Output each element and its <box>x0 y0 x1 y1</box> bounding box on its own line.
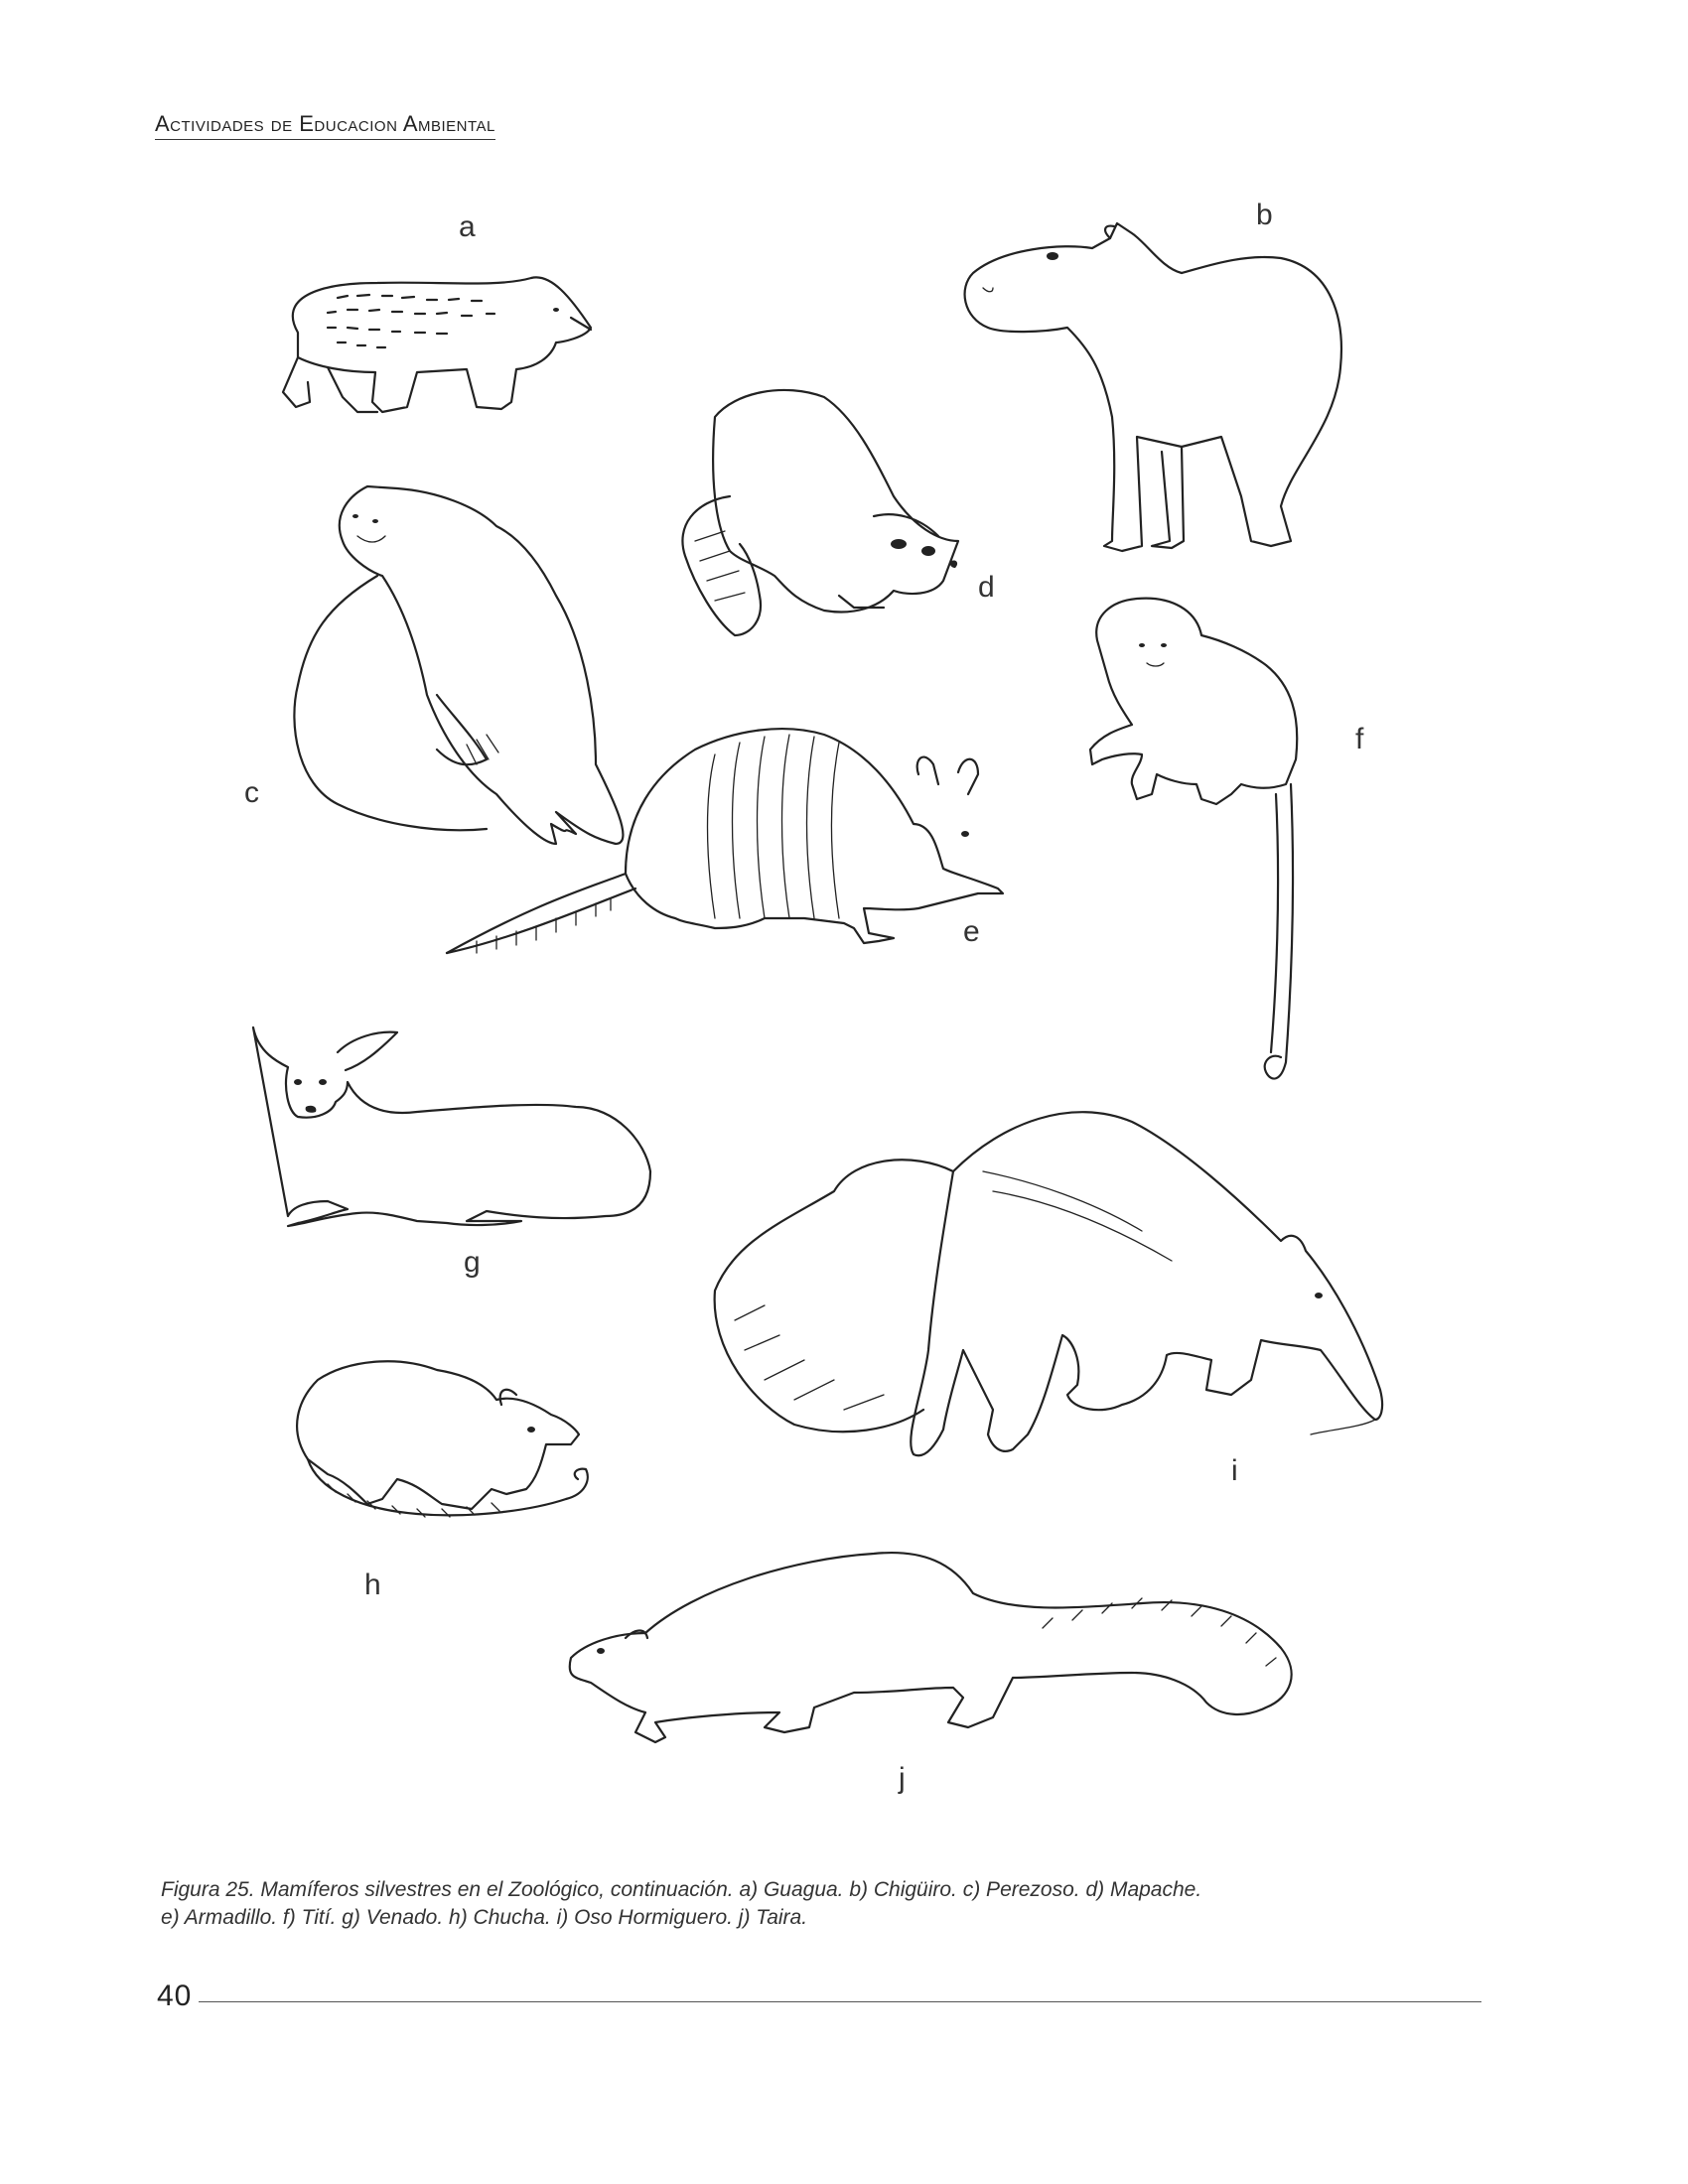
label-j: j <box>899 1762 906 1795</box>
deer-drawing <box>253 1027 650 1226</box>
running-header: Actividades de Educacion Ambiental <box>155 111 495 140</box>
capybara-drawing <box>965 223 1341 551</box>
raccoon-drawing <box>682 390 958 635</box>
label-i: i <box>1231 1454 1238 1487</box>
sloth-drawing <box>294 486 623 844</box>
paca-drawing <box>283 277 591 412</box>
taira-drawing <box>570 1553 1292 1742</box>
label-b: b <box>1256 199 1273 231</box>
figure-caption <box>161 1876 1412 1932</box>
opossum-drawing <box>297 1361 588 1517</box>
titi-monkey-drawing <box>1090 599 1297 1079</box>
label-c: c <box>244 776 259 809</box>
label-h: h <box>364 1569 381 1601</box>
page-number: 40 <box>157 1979 193 2012</box>
anteater-drawing <box>715 1112 1382 1455</box>
label-a: a <box>459 210 476 243</box>
caption-line-1: Figura 25. Mamíferos silvestres en el Zoológico, continuación. a) Guagua. b) Chigüiro. c) Perezoso. d) Mapache. <box>161 1878 1202 1901</box>
footer-rule <box>199 2001 1481 2002</box>
label-f: f <box>1355 723 1364 755</box>
label-e: e <box>963 915 980 948</box>
label-d: d <box>978 571 995 604</box>
label-g: g <box>464 1246 481 1279</box>
caption-line-2: e) Armadillo. f) Tití. g) Venado. h) Chucha. i) Oso Hormiguero. j) Taira. <box>161 1906 808 1929</box>
armadillo-drawing <box>447 729 1003 953</box>
